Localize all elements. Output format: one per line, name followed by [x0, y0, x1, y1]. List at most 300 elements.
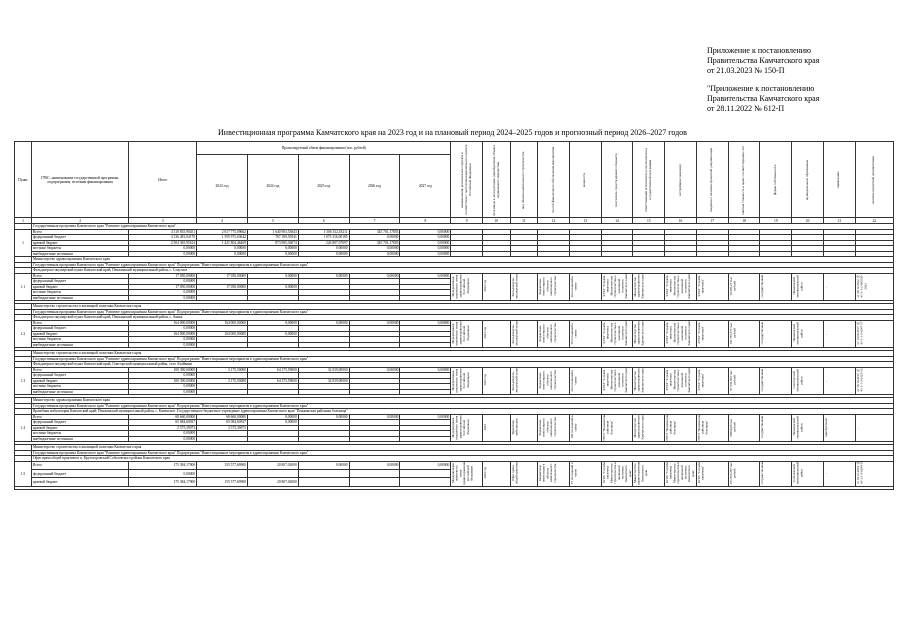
position-cell: 1	[15, 229, 32, 257]
attribute-text-c12: Бюджетные инвестиции в объекты капитального строительства	[538, 323, 557, 343]
amount-cell: 0,00000	[129, 436, 197, 442]
attribute-cell	[792, 273, 824, 301]
attribute-text-c20: Соболевский муниципальный район	[792, 461, 804, 485]
attribute-cell	[665, 367, 697, 395]
source-name: краевой бюджет	[31, 240, 128, 246]
amount-cell: 0,00000	[129, 279, 197, 285]
attribute-text-c16: КГКУ "Служба заказчика Министерства строительства и жилищной политики Камчатского края"	[665, 367, 692, 393]
table-row	[15, 461, 894, 469]
amount-cell: 17 050,00000	[129, 284, 197, 290]
header-c22: наличие проектной документации	[855, 142, 893, 218]
attribute-cell	[792, 367, 824, 395]
attribute-text-c16: КГКУ "Служба заказчика Министерства строительства и жилищной политики Камчатского края"	[665, 462, 696, 484]
header-c15: ответственный исполнитель (соисполнитель) государственной программы	[633, 142, 665, 218]
attribute-text-c16: ГБУЗ "Пенжинская районная больница"	[665, 414, 677, 441]
attribute-text-c21: -	[824, 286, 828, 288]
attribute-cell	[569, 320, 601, 348]
amount-cell: 0,00000	[247, 251, 298, 257]
header-c20: муниципальное образование	[792, 142, 824, 218]
column-number: 12	[538, 218, 570, 224]
amount-cell: 0,00000	[349, 246, 400, 252]
amount-cell: 0,00000	[349, 235, 400, 241]
object-heading: Фельдшерско-акушерский пункт Камчатский край, Олюторский муниципальный район, село Ачайваям	[31, 362, 893, 368]
attribute-text-c15: Министерство здравоохранения Камчатского края	[633, 415, 645, 440]
ministry-heading: Министерство строительства и жилищной политики Камчатского края	[31, 445, 893, 451]
source-name: внебюджетные источники	[31, 389, 128, 395]
header-c13: мощность	[569, 142, 601, 218]
attribute-cell	[665, 320, 697, 348]
source-name: Всего	[31, 320, 128, 326]
appendix-line: Правительства Камчатского края	[707, 94, 820, 103]
attribute-text-c13: 20 посещений в смену	[569, 275, 578, 298]
attribute-text-c9: Модернизация первичного звена здравоохранения Российской Федерации	[451, 415, 471, 440]
amount-cell: 0,00000	[129, 342, 197, 348]
attribute-cell	[760, 273, 792, 301]
amount-cell: 17 050,00000	[129, 273, 197, 279]
attribute-text-c15: Министерство здравоохранения Камчатского края	[633, 368, 645, 393]
column-number: 11	[510, 218, 538, 224]
header-c17: сведения о наличии проектной документации	[696, 142, 728, 218]
source-name: внебюджетные источники	[31, 436, 128, 442]
amount-cell: 0,00000	[298, 320, 349, 326]
amount-cell: 3 575,39073	[129, 425, 197, 431]
attribute-text-c17: ГБУЗ "Пенжинская районная больница"	[696, 414, 709, 441]
attribute-cell	[601, 367, 633, 395]
source-name: Всего	[31, 461, 128, 469]
attribute-cell	[601, 414, 633, 442]
header-c10: срок ввода в эксплуатацию (приобретения объекта недвижимого имущества)	[483, 142, 511, 218]
column-number: 6	[298, 218, 349, 224]
header-c18: сметная стоимость в ценах соответствующих лет	[728, 142, 760, 218]
attribute-cell	[633, 320, 665, 348]
attribute-text-c9: Модернизация первичного звена здравоохранения Российской Федерации	[451, 321, 471, 346]
amount-cell: 873 085,36074	[247, 240, 298, 246]
column-number: 10	[483, 218, 511, 224]
header-volume: Прогнозируемый объем финансирования (тыс. рублей)	[197, 142, 451, 155]
attribute-cell	[601, 320, 633, 348]
attribute-text-c14: КГКУ "Служба заказчика Министерства строительства и жилищной политики Камчатского края"	[601, 367, 628, 393]
attribute-text-c19: государственная	[760, 416, 765, 439]
attribute-text-c13: 20 посещений в смену	[569, 369, 578, 392]
attribute-text-c11: Фельдшерско-акушерский пункт	[510, 320, 519, 346]
source-name: краевой бюджет	[31, 284, 128, 290]
amount-cell: 0,00000	[129, 295, 197, 301]
amount-cell: 0,00000	[197, 251, 248, 257]
investment-table	[14, 141, 894, 490]
attribute-cell	[538, 414, 570, 442]
header-year: 2024 год	[247, 155, 298, 218]
empty-cell	[15, 486, 894, 489]
appendix-line: от 28.11.2022 № 612-П	[707, 104, 785, 113]
attribute-cell	[823, 461, 855, 486]
source-name: Всего	[31, 367, 128, 373]
column-number: 19	[760, 218, 792, 224]
amount-cell: 0,00000	[129, 431, 197, 437]
attribute-cell	[760, 414, 792, 442]
source-name: федеральный бюджет	[31, 469, 128, 477]
attribute-cell	[823, 273, 855, 301]
attribute-text-c20: Пенжинский муниципальный район	[792, 416, 804, 439]
attribute-text-c18: 68660,00 тыс. рублей	[728, 418, 737, 437]
amount-cell: 0,00000	[400, 461, 451, 469]
attribute-text-c14: КГКУ "Служба заказчика Министерства строительства и жилищной политики Камчатского края"	[601, 273, 628, 299]
attribute-text-c17: КГКУ "Служба заказчика"	[696, 322, 705, 344]
amount-cell: 100 390,00000	[129, 378, 197, 384]
attribute-cell	[633, 414, 665, 442]
amount-cell: 64 175,59000	[247, 367, 298, 373]
header-c14: получатель средств краевого бюджета	[601, 142, 633, 218]
attribute-text-c22: от 13.09.2017 № 41-1-1-3-0247-17	[855, 321, 864, 345]
amount-cell: 0,00000	[247, 420, 298, 426]
attribute-cell	[855, 320, 893, 348]
amount-cell: 1 073 316,00185	[298, 235, 349, 241]
amount-cell: 64 175,59000	[247, 378, 298, 384]
source-name: краевой бюджет	[31, 478, 128, 486]
source-name: местные бюджеты	[31, 246, 128, 252]
attribute-text-c18: 19 283,27 тыс. рублей	[728, 276, 737, 296]
amount-cell	[298, 478, 349, 486]
object-heading: Офис врача общей практики в п. Крутогоровский Соболевского района Камчатского края	[31, 456, 893, 462]
amount-cell: 226 807,07097	[298, 240, 349, 246]
attribute-text-c15: Министерство здравоохранения Камчатского края	[633, 321, 645, 346]
attribute-text-c21: -	[824, 380, 828, 382]
attribute-cell	[510, 273, 538, 301]
attribute-cell	[451, 414, 483, 442]
amount-cell: 32 039,00000	[298, 378, 349, 384]
amount-cell	[400, 469, 451, 477]
attribute-cell	[483, 367, 511, 395]
amount-cell: 17 050,00000	[197, 284, 248, 290]
attribute-text-c14: ГБУЗ "Пенжинская районная больница"	[601, 414, 614, 441]
attribute-cell	[538, 461, 570, 486]
header-c21: примечание	[823, 142, 855, 218]
attribute-cell	[601, 273, 633, 301]
amount-cell	[298, 469, 349, 477]
attribute-text-c17: КГКУ "Служба заказчика"	[696, 369, 705, 391]
attribute-cell	[792, 320, 824, 348]
amount-cell: 155 577,69900	[197, 478, 248, 486]
ministry-heading: Министерство здравоохранения Камчатского края	[31, 398, 893, 404]
program-heading: Государственная программа Камчатского края "Развитие здравоохранения Камчатского края" Подпрограмма "Инвестиционные мероприятия в здравоохранении Камчатского края"	[31, 403, 893, 409]
attribute-cell	[633, 273, 665, 301]
attribute-text-c15: Министерство здравоохранения Камчатского края	[633, 461, 649, 485]
attribute-cell	[760, 461, 792, 486]
position-cell: 1.2	[15, 320, 32, 348]
amount-cell	[247, 469, 298, 477]
position-cell: 1.3	[15, 367, 32, 395]
source-name: внебюджетные источники	[31, 251, 128, 257]
amount-cell: 0,00000	[298, 461, 349, 469]
column-number: 13	[569, 218, 601, 224]
attribute-cell	[538, 273, 570, 301]
amount-cell: 0,00000	[129, 326, 197, 332]
column-number: 3	[129, 218, 197, 224]
amount-cell: 0,00000	[129, 373, 197, 379]
program-heading: Государственная программа Камчатского края "Развитие здравоохранения Камчатского края"	[31, 224, 893, 230]
attribute-text-c11: Офис врача общей практики	[510, 461, 519, 485]
source-name: краевой бюджет	[31, 425, 128, 431]
amount-cell: 0,00000	[400, 414, 451, 420]
attribute-text-c10: 2024 год	[483, 467, 488, 479]
amount-cell: 3 175,50000	[197, 367, 248, 373]
amount-cell: 0,00000	[129, 337, 197, 343]
attribute-cell	[538, 320, 570, 348]
attribute-text-c10: 2023 год	[483, 280, 488, 293]
amount-cell: 345 701,17803	[349, 229, 400, 235]
object-heading: Врачебная амбулатория Камчатский край, Пенжинский муниципальный район, с. Каменское. Государственное бюджетное учреждение здравоохранения Камчатского края "Пенжинская районная больница"	[31, 409, 893, 415]
amount-cell: 2 504 365,95614	[129, 240, 197, 246]
amount-cell: 0,00000	[349, 320, 400, 326]
amount-cell: 164 000,00000	[129, 331, 197, 337]
amount-cell: 0,00000	[349, 414, 400, 420]
amount-cell: 164 000,00000	[197, 331, 248, 337]
header-name: ГРБС, наименование государственной программы, подпрограммы, источник финансирования	[31, 142, 128, 218]
attribute-cell	[760, 367, 792, 395]
attribute-cell	[760, 320, 792, 348]
amount-cell: 0,00000	[247, 284, 298, 290]
attribute-cell	[451, 320, 483, 348]
attribute-cell	[569, 367, 601, 395]
header-c19: форма собственности	[760, 142, 792, 218]
attribute-cell	[855, 414, 893, 442]
source-name: внебюджетные источники	[31, 295, 128, 301]
amount-cell: 68 660,00000	[197, 414, 248, 420]
column-number: 14	[601, 218, 633, 224]
amount-cell: 0,00000	[400, 229, 451, 235]
amount-cell: 0,00000	[129, 469, 197, 477]
attribute-text-c19: государственная	[760, 275, 765, 298]
amount-cell: 4 310 835,90451	[129, 229, 197, 235]
amount-cell: 0,00000	[400, 367, 451, 373]
attribute-cell	[728, 461, 760, 486]
appendix-line: от 21.03.2023 № 150-П	[707, 66, 785, 75]
attribute-cell	[510, 461, 538, 486]
amount-cell: 65 084,60927	[129, 420, 197, 426]
appendix-line: Правительства Камчатского края	[707, 56, 820, 65]
amount-cell: 2 017 775,09662	[197, 229, 248, 235]
attribute-text-c21: -	[824, 473, 828, 475]
attribute-cell	[696, 414, 728, 442]
source-name: федеральный бюджет	[31, 326, 128, 332]
header-c9: наименование регионального проекта в соответствии с паспортом национального проекта Российской Федерации	[451, 142, 483, 218]
column-number: 9	[451, 218, 483, 224]
attribute-cell	[696, 461, 728, 486]
source-name: Всего	[31, 229, 128, 235]
source-name: федеральный бюджет	[31, 235, 128, 241]
amount-cell: 164 000,00000	[129, 320, 197, 326]
attribute-text-c10: 2023	[483, 424, 488, 431]
amount-cell: 0,00000	[129, 290, 197, 296]
attribute-cell	[451, 461, 483, 486]
spacer-row	[15, 486, 894, 489]
amount-cell: 1 421 804,46469	[197, 240, 248, 246]
attribute-cell	[823, 320, 855, 348]
amount-cell: 0,00000	[349, 273, 400, 279]
amount-cell: 20 807,02000	[247, 478, 298, 486]
attribute-text-c9: Модернизация первичного звена здравоохранения Российской Федерации	[451, 274, 471, 299]
position-cell: 1.1	[15, 273, 32, 301]
ministry-heading: Министерство здравоохранения Камчатского края	[31, 257, 893, 263]
amount-cell: 0,00000	[349, 461, 400, 469]
table-body	[15, 224, 894, 490]
source-name: краевой бюджет	[31, 331, 128, 337]
amount-cell: 0,00000	[298, 246, 349, 252]
column-number: 2	[31, 218, 128, 224]
amount-cell: 68 660,00000	[129, 414, 197, 420]
attribute-cell	[483, 320, 511, 348]
source-name: внебюджетные источники	[31, 342, 128, 348]
amount-cell: 0,00000	[400, 240, 451, 246]
attribute-cell	[823, 414, 855, 442]
column-number: 4	[197, 218, 248, 224]
amount-cell: 0,00000	[247, 246, 298, 252]
attribute-text-c10: 2023 год	[483, 327, 488, 340]
attribute-cell	[792, 461, 824, 486]
amount-cell: 0,00000	[400, 320, 451, 326]
amount-cell: 175 384,17900	[129, 478, 197, 486]
attribute-cell	[855, 367, 893, 395]
attribute-text-c22: -	[856, 427, 860, 429]
attribute-cell	[665, 461, 697, 486]
amount-cell	[349, 478, 400, 486]
amount-cell: 0,00000	[298, 251, 349, 257]
amount-cell: 0,00000	[400, 251, 451, 257]
attribute-text-c19: государственная	[760, 322, 765, 345]
amount-cell: 0,00000	[129, 246, 197, 252]
attribute-cell	[728, 414, 760, 442]
attribute-text-c22: от 19.12.2019 № 41-1-1-3-0294-19	[855, 461, 864, 485]
column-number: 8	[400, 218, 451, 224]
attribute-cell	[510, 414, 538, 442]
source-name: местные бюджеты	[31, 384, 128, 390]
amount-cell: 155 577,69900	[197, 461, 248, 469]
column-number: 17	[696, 218, 728, 224]
attribute-cell	[823, 367, 855, 395]
amount-cell	[400, 478, 451, 486]
attribute-cell	[855, 273, 893, 301]
attribute-text-c14: КГКУ "Служба заказчика Министерства строительства и жилищной политики Камчатского края"	[601, 462, 632, 484]
amount-cell: 0,00000	[247, 320, 298, 326]
amount-cell	[349, 469, 400, 477]
amount-cell: 3 575,39073	[197, 425, 248, 431]
amount-cell: 65 084,60927	[197, 420, 248, 426]
header-c12: способ финансового обеспечения мероприятия	[538, 142, 570, 218]
attribute-cell	[538, 367, 570, 395]
amount-cell	[197, 469, 248, 477]
position-cell: 1.5	[15, 461, 32, 486]
source-name: федеральный бюджет	[31, 420, 128, 426]
amount-cell: 1 640 903,53843	[247, 229, 298, 235]
attribute-cell	[728, 320, 760, 348]
source-name: местные бюджеты	[31, 290, 128, 296]
attribute-text-c13: 15 посещений в смену	[569, 462, 578, 484]
attribute-text-c10: 2025 год	[483, 374, 488, 387]
column-number: 22	[855, 218, 893, 224]
header-c11: вид объекта капитального строительства	[510, 142, 538, 218]
column-number: 7	[349, 218, 400, 224]
header-year: 2027 год	[400, 155, 451, 218]
attribute-cell	[569, 461, 601, 486]
source-name: Всего	[31, 414, 128, 420]
document-title: Инвестиционная программа Камчатского края на 2023 год и на плановый период 2024–2025 годов и прогнозный период 2026–2027 годов	[218, 128, 687, 137]
amount-cell: 0,00000	[400, 246, 451, 252]
source-name: краевой бюджет	[31, 378, 128, 384]
amount-cell: 1 595 975,63642	[197, 235, 248, 241]
amount-cell: 0,00000	[400, 235, 451, 241]
amount-cell: 0,00000	[247, 273, 298, 279]
header-year: 2025 год	[298, 155, 349, 218]
header-year: 2023 год	[197, 155, 248, 218]
column-number: 16	[665, 218, 697, 224]
attribute-text-c12: Бюджетные инвестиции в объекты капитального строительства	[538, 370, 557, 390]
amount-cell: 175 384,17900	[129, 461, 197, 469]
attribute-cell	[665, 414, 697, 442]
attribute-cell	[510, 320, 538, 348]
attribute-cell	[728, 273, 760, 301]
program-heading: Государственная программа Камчатского края "Развитие здравоохранения Камчатского края" Подпрограмма "Инвестиционные мероприятия в здравоохранении Камчатского края"	[31, 309, 893, 315]
amount-cell: 0,00000	[247, 414, 298, 420]
position-cell: 1.4	[15, 414, 32, 442]
attribute-cell	[633, 461, 665, 486]
column-number: 20	[792, 218, 824, 224]
header-total: Итого	[129, 142, 197, 218]
source-name: федеральный бюджет	[31, 279, 128, 285]
attribute-cell	[696, 320, 728, 348]
ministry-heading: Министерство строительства и жилищной политики Камчатского края	[31, 351, 893, 357]
attribute-cell	[728, 367, 760, 395]
amount-cell: 1 306 332,18211	[298, 229, 349, 235]
attribute-text-c9: Модернизация первичного звена здравоохранения Российской Федерации	[451, 461, 474, 485]
attribute-text-c20: Олюторский муниципальный район	[792, 369, 804, 392]
amount-cell: 0,00000	[349, 251, 400, 257]
attribute-cell	[792, 414, 824, 442]
attribute-text-c20: Пенжинский муниципальный район	[792, 275, 804, 298]
attribute-cell	[569, 273, 601, 301]
attribute-text-c13: 100 посещений в смену	[569, 415, 578, 439]
amount-cell: 0,00000	[298, 273, 349, 279]
attribute-text-c22: от 28.12.2022 № 41-1-1-2-095520-2022	[855, 274, 868, 298]
attribute-cell	[483, 273, 511, 301]
source-name: местные бюджеты	[31, 431, 128, 437]
attribute-text-c12: Бюджетные инвестиции в объекты капитального строительства	[538, 463, 557, 483]
column-number: 15	[633, 218, 665, 224]
attribute-text-c20: Пенжинский муниципальный район	[792, 322, 804, 345]
attribute-text-c17: КГКУ "Служба заказчика"	[696, 462, 705, 484]
attribute-text-c18: 97 532,565 тыс. рублей	[728, 369, 737, 391]
amount-cell: 3 175,50000	[197, 378, 248, 384]
amount-cell: 4 136 481,04170	[129, 235, 197, 241]
column-number: 21	[823, 218, 855, 224]
attribute-cell	[696, 273, 728, 301]
attribute-text-c16: КГКУ "Служба заказчика Министерства строительства и жилищной политики Камчатского края"	[665, 320, 692, 346]
amount-cell: 17 050,00000	[197, 273, 248, 279]
attribute-cell	[569, 414, 601, 442]
attribute-cell	[633, 367, 665, 395]
attribute-text-c17: КГКУ "Служба заказчика"	[696, 275, 705, 297]
attribute-text-c19: государственная	[760, 369, 765, 392]
program-heading: Государственная программа Камчатского края "Развитие здравоохранения Камчатского края" Подпрограмма "Инвестиционные мероприятия в здравоохранении Камчатского края"	[31, 450, 893, 456]
appendix-block	[707, 46, 897, 114]
object-heading: Фельдшерско-акушерский пункт Камчатский край, Пенжинский муниципальный район, с. Аянка	[31, 315, 893, 321]
attribute-text-c18: 166 736,777 тыс. рублей	[728, 322, 737, 345]
attribute-text-c19: государственная	[760, 461, 765, 485]
amount-cell: 0,00000	[298, 414, 349, 420]
amount-cell: 164 000,00000	[197, 320, 248, 326]
attribute-text-c15: Министерство здравоохранения Камчатского края	[633, 274, 645, 299]
appendix-line: Приложение к постановлению	[707, 46, 812, 55]
header-year: 2026 год	[349, 155, 400, 218]
amount-cell: 345 701,17803	[349, 240, 400, 246]
